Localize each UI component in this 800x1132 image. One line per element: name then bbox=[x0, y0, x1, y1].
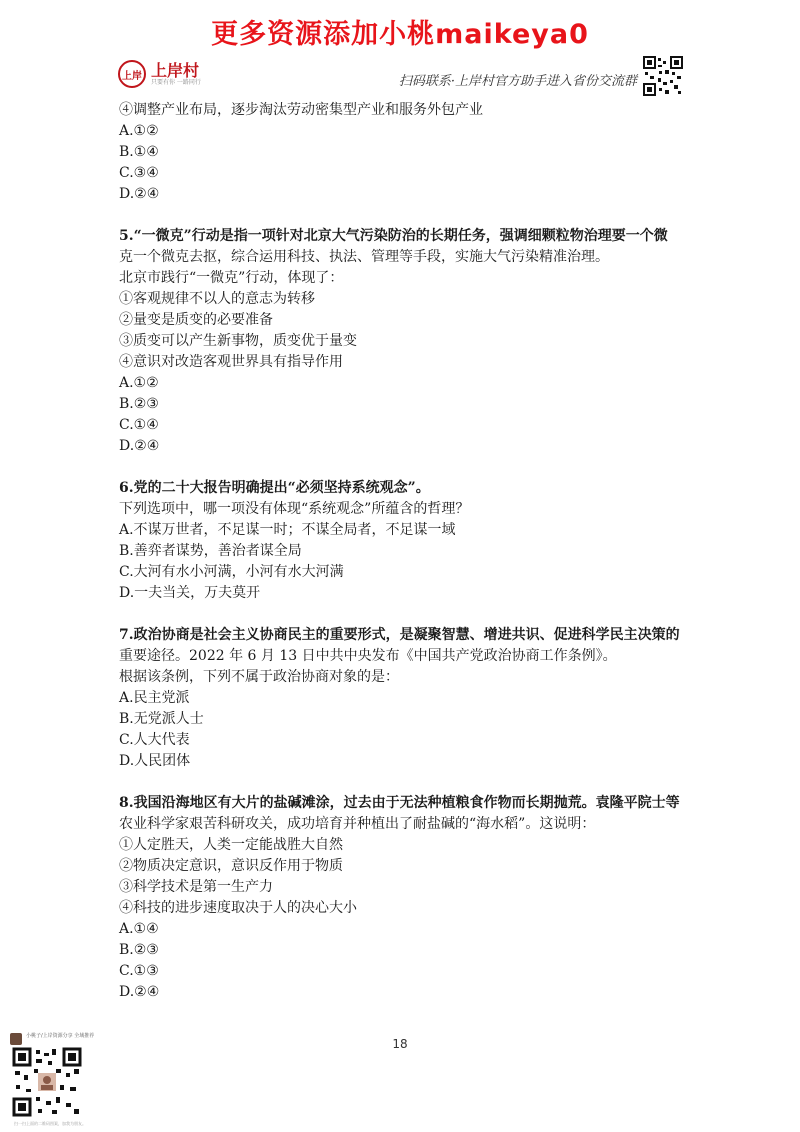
footer-note: 扫一扫上面的二维码图案，加我为朋友。 bbox=[14, 1121, 86, 1126]
qr-code-icon bbox=[643, 56, 683, 96]
text-line: B.善弈者谋势，善治者谋全局 bbox=[119, 543, 302, 559]
text-line: C.③④ bbox=[119, 165, 159, 181]
footer-caption: 小桃子/上岸资源分享 全域推荐 bbox=[26, 1033, 95, 1039]
text-line: A.①② bbox=[119, 375, 159, 391]
text-line: 克一个微克去抠，综合运用科技、执法、管理等手段，实施大气污染精准治理。 bbox=[119, 249, 609, 265]
text-line: C.人大代表 bbox=[119, 732, 190, 748]
text-line: D.②④ bbox=[119, 984, 160, 1000]
text-line: C.大河有水小河满，小河有水大河满 bbox=[119, 564, 344, 580]
footer-qr-code-icon bbox=[12, 1047, 82, 1117]
text-line: D.②④ bbox=[119, 186, 160, 202]
logo-name: 上岸村 bbox=[151, 60, 200, 80]
text-line: 农业科学家艰苦科研攻关，成功培育并种植出了耐盐碱的“海水稻”。这说明： bbox=[119, 816, 596, 832]
header-contact-text: 扫码联系·上岸村官方助手进入省份交流群 bbox=[398, 74, 637, 89]
question-stem-line: 5.“一微克”行动是指一项针对北京大气污染防治的长期任务，强调细颗粒物治理要一个微 bbox=[119, 228, 668, 244]
promo-banner: 更多资源添加小桃maikeya0 bbox=[211, 19, 589, 50]
text-line: ②物质决定意识，意识反作用于物质 bbox=[119, 858, 343, 874]
paragraph-gap bbox=[119, 772, 691, 793]
text-line: ②量变是质变的必要准备 bbox=[119, 312, 273, 328]
text-line: B.②③ bbox=[119, 396, 159, 412]
paragraph-gap bbox=[119, 604, 691, 625]
text-line: 北京市践行“一微克”行动，体现了： bbox=[119, 270, 344, 286]
page-number: 18 bbox=[392, 1037, 408, 1051]
avatar bbox=[10, 1033, 22, 1045]
text-line: ④调整产业布局，逐步淘汰劳动密集型产业和服务外包产业 bbox=[119, 102, 483, 118]
text-line: D.人民团体 bbox=[119, 753, 191, 769]
logo-text bbox=[151, 62, 201, 87]
logo-slogan: 只要有你 一路同行 bbox=[151, 78, 201, 86]
text-line: D.②④ bbox=[119, 438, 160, 454]
text-line: ③质变可以产生新事物，质变优于量变 bbox=[119, 333, 357, 349]
text-line: ④科技的进步速度取决于人的决心大小 bbox=[119, 900, 357, 916]
text-line: B.①④ bbox=[119, 144, 159, 160]
text-line: A.①④ bbox=[119, 921, 159, 937]
text-line: C.①③ bbox=[119, 963, 159, 979]
text-line: 重要途径。2022 年 6 月 13 日中共中央发布《中国共产党政治协商工作条例》。 bbox=[119, 648, 617, 664]
text-line: ①客观规律不以人的意志为转移 bbox=[119, 291, 315, 307]
text-line: C.①④ bbox=[119, 417, 159, 433]
question-stem-line: 8.我国沿海地区有大片的盐碱滩涂，过去由于无法种植粮食作物而长期抛荒。袁隆平院士等 bbox=[119, 795, 680, 811]
text-line: D.一夫当关，万夫莫开 bbox=[119, 585, 261, 601]
text-line: B.②③ bbox=[119, 942, 159, 958]
paragraph-gap bbox=[119, 205, 691, 226]
text-line: ③科学技术是第一生产力 bbox=[119, 879, 273, 895]
text-line: B.无党派人士 bbox=[119, 711, 204, 727]
text-line: A.不谋万世者，不足谋一时；不谋全局者，不足谋一域 bbox=[119, 522, 456, 538]
footer-contact-card bbox=[10, 1033, 110, 1128]
text-line: 下列选项中，哪一项没有体现“系统观念”所蕴含的哲理？ bbox=[119, 501, 470, 517]
text-line: ④意识对改造客观世界具有指导作用 bbox=[119, 354, 343, 370]
paragraph-gap bbox=[119, 457, 691, 478]
question-stem-line: 6.党的二十大报告明确提出“必须坚持系统观念”。 bbox=[119, 480, 430, 496]
logo bbox=[118, 60, 201, 88]
question-stem-line: 7.政治协商是社会主义协商民主的重要形式，是凝聚智慧、增进共识、促进科学民主决策的 bbox=[119, 627, 680, 643]
text-line: ①人定胜天，人类一定能战胜大自然 bbox=[119, 837, 343, 853]
question-content bbox=[119, 100, 691, 1003]
text-line: A.民主党派 bbox=[119, 690, 190, 706]
text-line: 根据该条例，下列不属于政治协商对象的是： bbox=[119, 669, 399, 685]
page-header bbox=[118, 56, 683, 96]
text-line: A.①② bbox=[119, 123, 159, 139]
logo-seal-icon: 上岸 bbox=[118, 60, 146, 88]
